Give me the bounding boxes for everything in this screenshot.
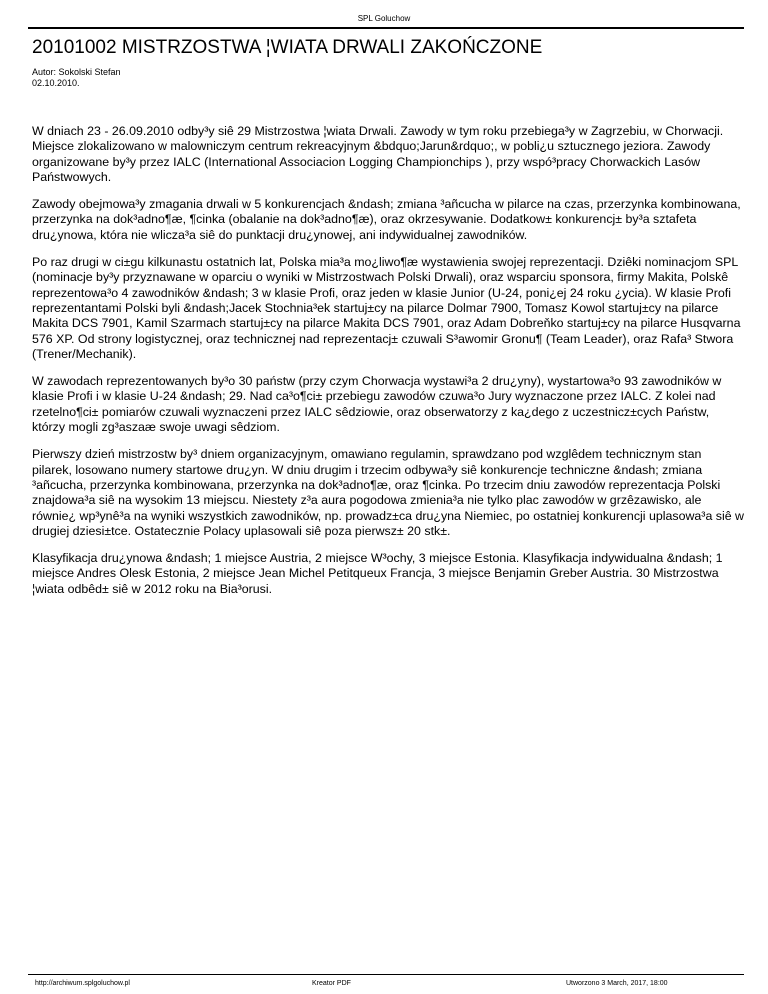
article-body: [32, 124, 744, 609]
footer-divider: [28, 974, 744, 975]
header-divider: [28, 27, 744, 29]
article-paragraph-1: W dniach 23 - 26.09.2010 odby³y siê 29 Mistrzostwa ¦wiata Drwali. Zawody w tym roku przebiega³y w Zagrzebiu, w Chorwacji. Miejsce zlokalizowano w malowniczym centrum rekreacyjnym &bdquo;Jarun&rdquo;, w pobli¿u sztucznego jeziora. Zawody organizowane by³y przez IALC (International Associacion Logging Championchips ), przy wspó³pracy Chorwackich Lasów Państwowych.: [32, 124, 724, 184]
article-meta: [32, 67, 121, 89]
footer-url-link[interactable]: http://archiwum.splgoluchow.pl: [35, 980, 130, 987]
article-title: 20101002 MISTRZOSTWA ¦WIATA DRWALI ZAKOŃCZONE: [32, 37, 543, 58]
article-paragraph-6: Klasyfikacja dru¿ynowa &ndash; 1 miejsce Austria, 2 miejsce W³ochy, 3 miejsce Estonia. Klasyfikacja indywidualna &ndash; 1 miejsce Andres Olesk Estonia, 2 miejsce Jean Michel Petitqueux Francja, 3 miejsce Benjamin Greber Austria. 30 Mistrzostwa ¦wiata odbêd± siê w 2012 roku na Bia³orusi.: [32, 551, 723, 596]
article-paragraph-4: W zawodach reprezentowanych by³o 30 państw (przy czym Chorwacja wystawi³a 2 dru¿yny), wystartowa³o 93 zawodników w klasie Profi i w klasie U-24 &ndash; 29. Nad ca³o¶ci± przebiegu zawodów czuwa³o Jury wyznaczone przez IALC. Z kolei nad rzetelno¶ci± pomiarów czuwali wyznaczeni przez IALC sêdziowie, oraz obserwatorzy z ka¿dego z uczestnicz±cych Państw, którzy mogli zg³aszaæ swoje uwagi sêdziom.: [32, 374, 722, 435]
footer-generator: Kreator PDF: [312, 980, 351, 987]
page-header-site-name: SPL Goluchow: [357, 14, 411, 23]
article-date: 02.10.2010.: [32, 78, 80, 88]
page-footer: [0, 979, 768, 989]
article-author: Autor: Sokolski Stefan: [32, 67, 121, 77]
article-paragraph-5: Pierwszy dzień mistrzostw by³ dniem organizacyjnym, omawiano regulamin, sprawdzano pod wzglêdem technicznym stan pilarek, losowano numery startowe dru¿yn. W dniu drugim i trzecim odbywa³y siê konkurencje techniczne &ndash; zmiana ³añcucha, przerzynka kombinowana, przerzynka na dok³adno¶æ, oraz ¶cinka. Po trzecim dniu zawodów reprezentacja Polski znajdowa³a siê na wysokim 13 miejscu. Niestety z³a aura pogodowa zmienia³a nie tylko plac zawodów w grzêzawisko, ale równie¿ wp³ynê³a na wyniki wszystkich zawodników, np. prowadz±ca dru¿yna Niemiec, po ostatniej konkurencji uplasowa³a siê w drugiej dziesi±tce. Ostatecznie Polacy uplasowali siê poza pierwsz± 20 stk±.: [32, 447, 745, 538]
article-paragraph-3: Po raz drugi w ci±gu kilkunastu ostatnich lat, Polska mia³a mo¿liwo¶æ wystawienia swojej reprezentacji. Dziêki nominacjom SPL (nominacje by³y przyznawane w oparciu o wyniki w Mistrzostwach Polski Drwali), oraz wsparciu sponsora, firmy Makita, Polskê reprezentowa³o 4 zawodników &ndash; 3 w klasie Profi, oraz jeden w klasie Junior (U-24, poni¿ej 24 roku ¿ycia). W klasie Profi reprezentantami Polski byli &ndash;Jacek Stochnia³ek startuj±cy na pilarce Dolmar 7900, Tomasz Kowol startuj±cy na pilarce Makita DCS 7901, Kamil Szarmach startuj±cy na pilarce Makita DCS 7901, oraz Adam Dobreňko startuj±cy na pilarce Husqvarna 576 XP. Od strony logistycznej, oraz technicznej nad reprezentacj± czuwali S³awomir Gronu¶ (Team Leader), oraz Rafa³ Stwora (Trener/Mechanik).: [32, 255, 741, 361]
article-paragraph-2: Zawody obejmowa³y zmagania drwali w 5 konkurencjach &ndash; zmiana ³añcucha w pilarce na czas, przerzynka kombinowana, przerzynka na dok³adno¶æ, ¶cinka (obalanie na dok³adno¶æ), oraz okrzesywanie. Dodatkow± konkurencj± by³a sztafeta dru¿ynowa, która nie wlicza³a siê do punktacji dru¿ynowej, ani indywidualnej zawodników.: [32, 197, 741, 242]
footer-created-timestamp: Utworzono 3 March, 2017, 18:00: [566, 980, 668, 987]
